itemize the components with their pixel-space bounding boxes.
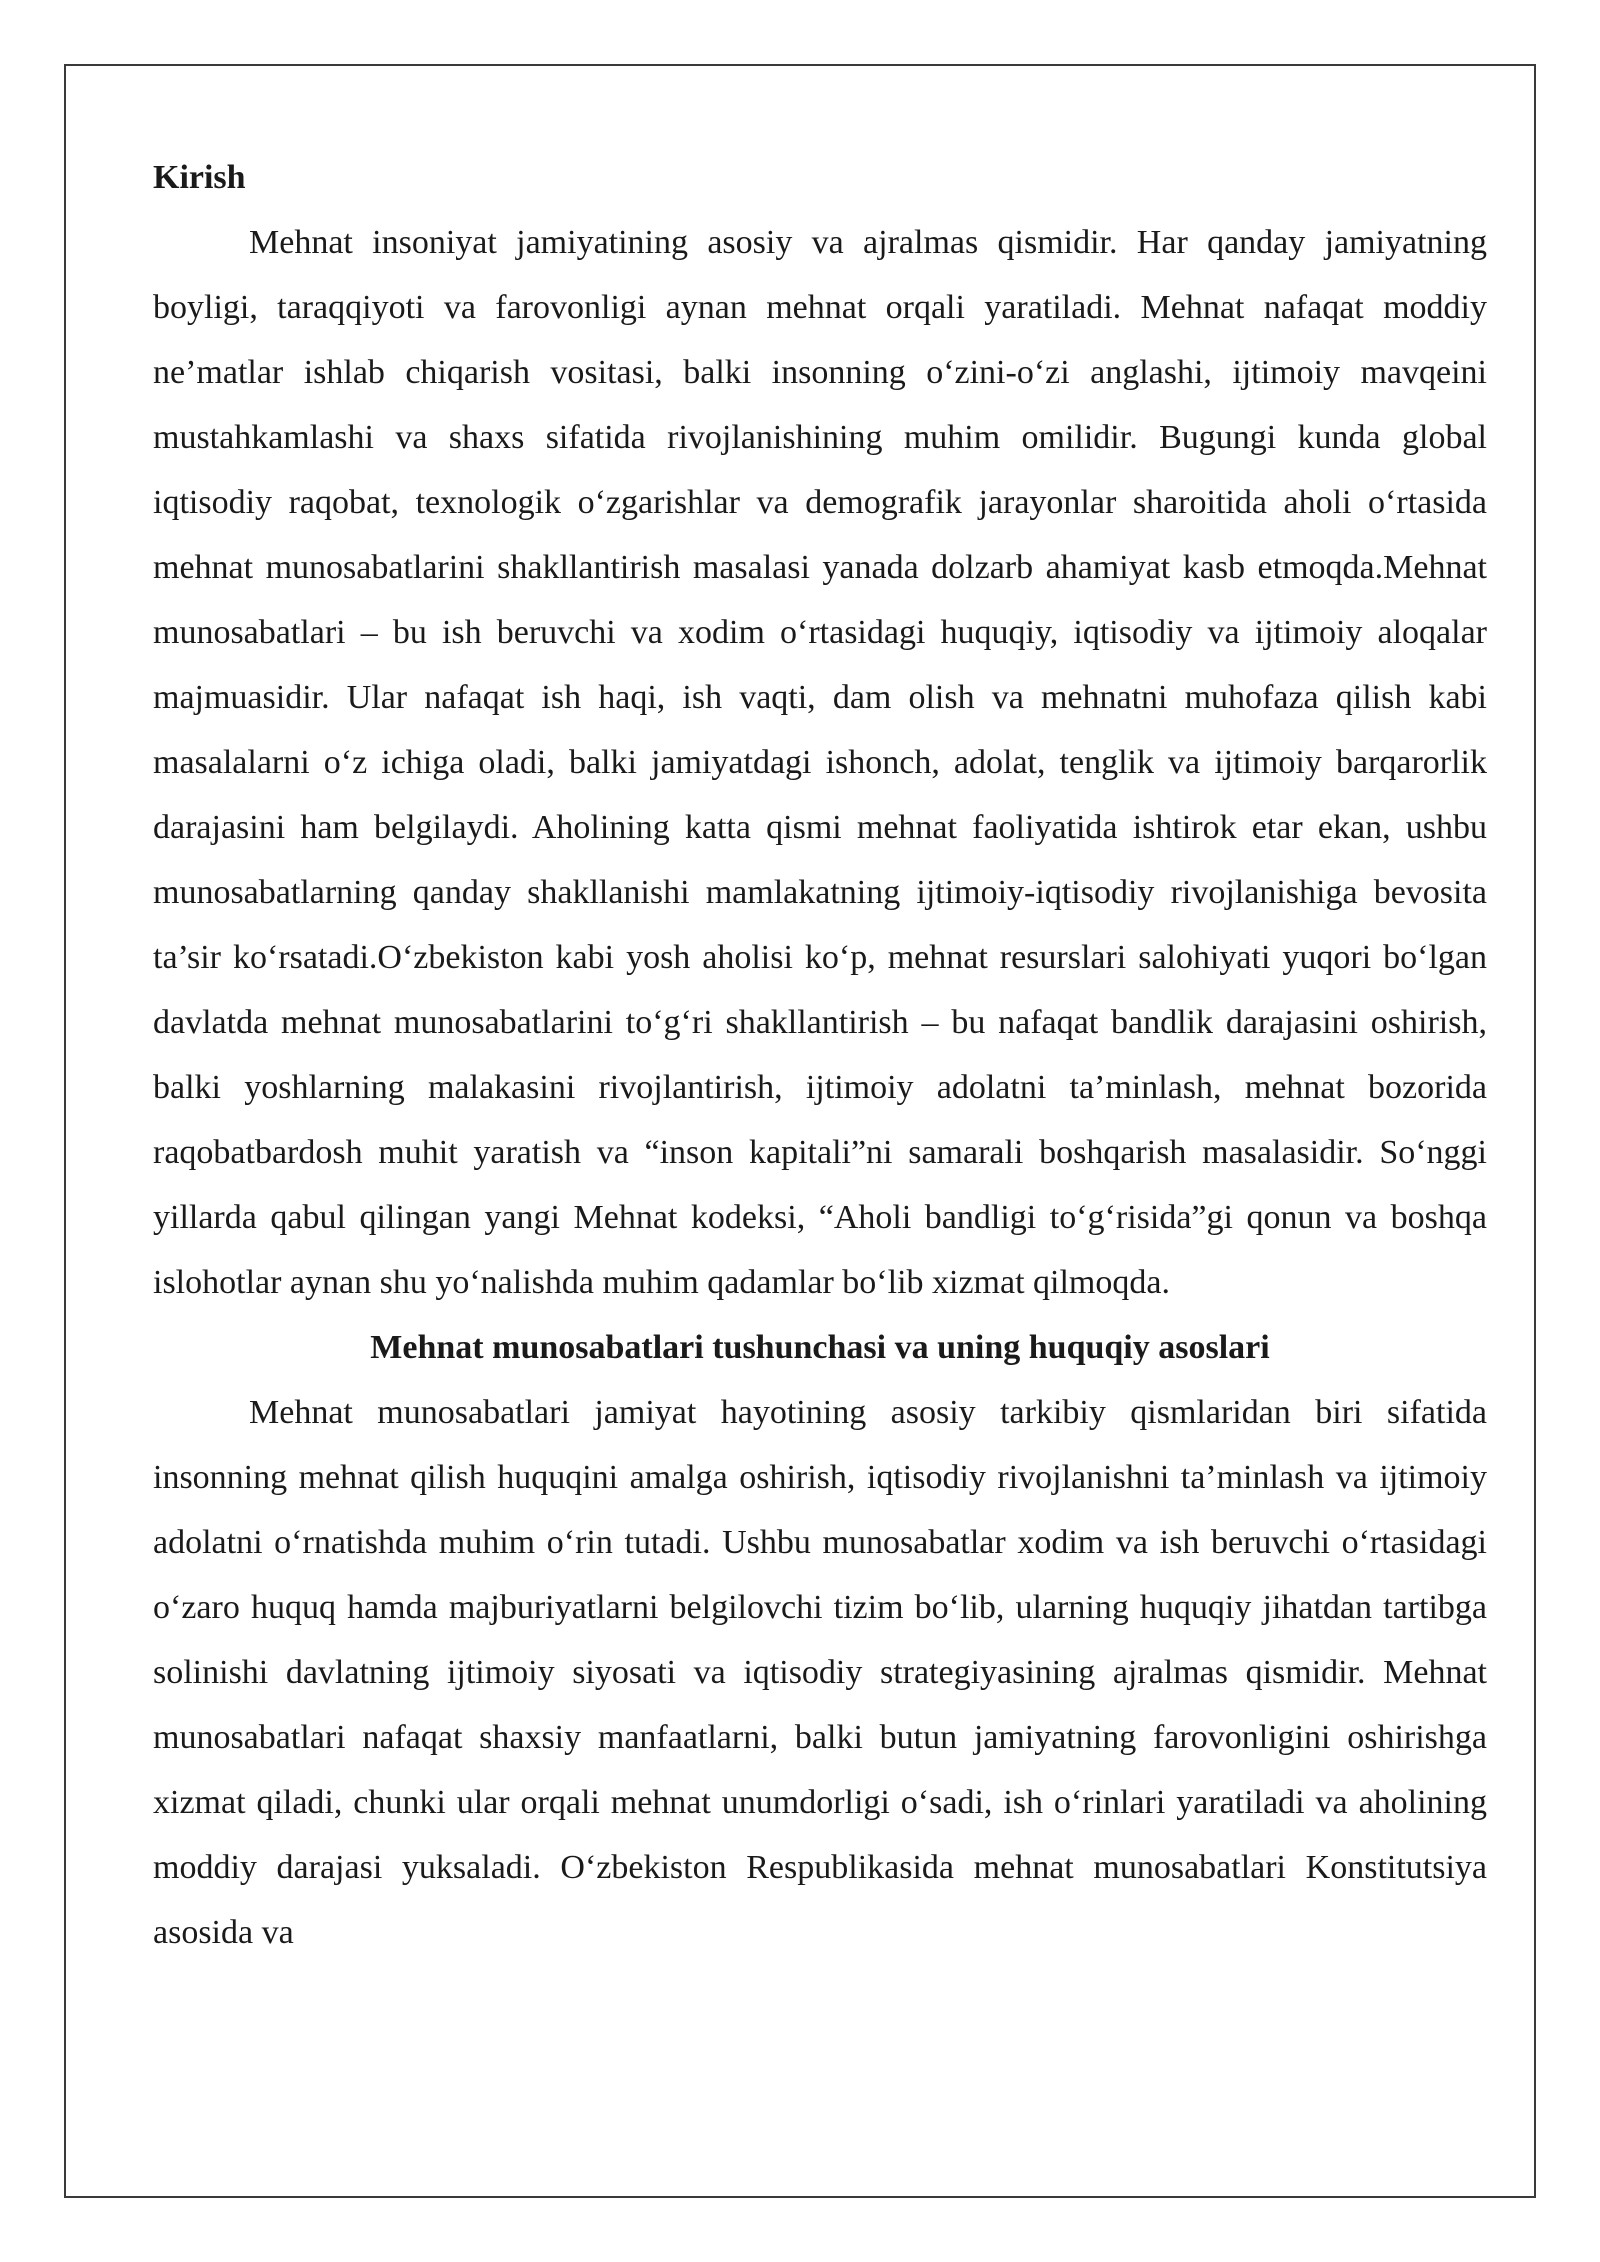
section-paragraph: Mehnat munosabatlari jamiyat hayotining asosiy tarkibiy qismlaridan biri sifatida insonning mehnat qilish huquqini amalga oshirish, iqtisodiy rivojlanishni ta’minlash va ijtimoiy adolatni o‘rnatishda muhim o‘rin tutadi. Ushbu munosabatlar xodim va ish beruvchi o‘rtasidagi o‘zaro huquq hamda majburiyatlarni belgilovchi tizim bo‘lib, ularning huquqiy jihatdan tartibga solinishi davlatning ijtimoiy siyosati va iqtisodiy strategiyasining ajralmas qismidir. Mehnat munosabatlari nafaqat shaxsiy manfaatlarni, balki butun jamiyatning farovonligini oshirishga xizmat qiladi, chunki ular orqali mehnat unumdorligi o‘sadi, ish o‘rinlari yaratiladi va aholining moddiy darajasi yuksaladi. O‘zbekiston Respublikasida mehnat munosabatlari Konstitutsiya asosida va — [153, 1394, 1487, 1951]
intro-paragraph: Mehnat insoniyat jamiyatining asosiy va ajralmas qismidir. Har qanday jamiyatning boyligi, taraqqiyoti va farovonligi aynan mehnat orqali yaratiladi. Mehnat nafaqat moddiy ne’matlar ishlab chiqarish vositasi, balki insonning o‘zini-o‘zi anglashi, ijtimoiy mavqeini mustahkamlashi va shaxs sifatida rivojlanishining muhim omilidir. Bugungi kunda global iqtisodiy raqobat, texnologik o‘zgarishlar va demografik jarayonlar sharoitida aholi o‘rtasida mehnat munosabatlarini shakllantirish masalasi yanada dolzarb ahamiyat kasb etmoqda.Mehnat munosabatlari – bu ish beruvchi va xodim o‘rtasidagi huquqiy, iqtisodiy va ijtimoiy aloqalar majmuasidir. Ular nafaqat ish haqi, ish vaqti, dam olish va mehnatni muhofaza qilish kabi masalalarni o‘z ichiga oladi, balki jamiyatdagi ishonch, adolat, tenglik va ijtimoiy barqarorlik darajasini ham belgilaydi. Aholining katta qismi mehnat faoliyatida ishtirok etar ekan, ushbu munosabatlarning qanday shakllanishi mamlakatning ijtimoiy-iqtisodiy rivojlanishiga bevosita ta’sir ko‘rsatadi.O‘zbekiston kabi yosh aholisi ko‘p, mehnat resurslari salohiyati yuqori bo‘lgan davlatda mehnat munosabatlarini to‘g‘ri shakllantirish – bu nafaqat bandlik darajasini oshirish, balki yoshlarning malakasini rivojlantirish, ijtimoiy adolatni ta’minlash, mehnat bozorida raqobatbardosh muhit yaratish va “inson kapitali”ni samarali boshqarish masalasidir. So‘nggi yillarda qabul qilingan yangi Mehnat kodeksi, “Aholi bandligi to‘g‘risida”gi qonun va boshqa islohotlar aynan shu yo‘nalishda muhim qadamlar bo‘lib xizmat qilmoqda. — [153, 224, 1487, 1301]
section-heading: Mehnat munosabatlari tushunchasi va uning huquqiy asoslari — [370, 1329, 1270, 1366]
intro-heading: Kirish — [153, 159, 246, 196]
document-body — [153, 145, 1487, 1965]
